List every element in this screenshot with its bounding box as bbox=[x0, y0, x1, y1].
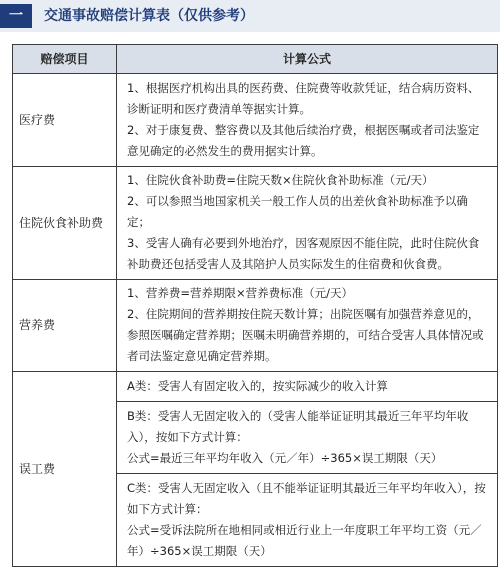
item-nutrition: 营养费 bbox=[13, 280, 117, 372]
table-row bbox=[13, 74, 498, 167]
formula-nutrition bbox=[117, 280, 498, 372]
table-row bbox=[13, 372, 498, 567]
item-medical: 医疗费 bbox=[13, 74, 117, 167]
formula-line: 公式=最近三年平均年收入（元／年）÷365×误工期限（天） bbox=[127, 451, 443, 465]
header-formula: 计算公式 bbox=[117, 45, 498, 74]
table-row bbox=[13, 167, 498, 280]
formula-line: 1、根据医疗机构出具的医药费、住院费等收款凭证，结合病历资料、诊断证明和医疗费清单等据实计算。 bbox=[127, 80, 480, 116]
formula-line: C类：受害人无固定收入（且不能举证证明其最近三年平均年收入），按如下方式计算： bbox=[127, 481, 486, 516]
formula-line: 公式=受诉法院所在地相同或相近行业上一年度职工年平均工资（元／年）÷365×误工期限（天） bbox=[127, 523, 482, 558]
lost-work-type-a bbox=[117, 372, 497, 402]
formula-line: 1、住院伙食补助费=住院天数×住院伙食补助标准（元/天） bbox=[127, 173, 434, 187]
header-item: 赔偿项目 bbox=[13, 45, 117, 74]
page-title: 交通事故赔偿计算表（仅供参考） bbox=[44, 8, 254, 24]
formula-line: 2、住院期间的营养期按住院天数计算；出院医嘱有加强营养意见的，参照医嘱确定营养期；医嘱未明确营养期的，可结合受害人具体情况或者司法鉴定意见确定营养期。 bbox=[127, 307, 484, 363]
formula-line: A类：受害人有固定收入的，按实际减少的收入计算 bbox=[127, 379, 388, 393]
lost-work-type-b bbox=[117, 402, 497, 474]
section-number: 一 bbox=[0, 4, 32, 28]
table-row bbox=[13, 280, 498, 372]
item-food-allowance: 住院伙食补助费 bbox=[13, 167, 117, 280]
formula-line: 3、受害人确有必要到外地治疗，因客观原因不能住院，此时住院伙食补助费还包括受害人及其陪护人员实际发生的住宿费和伙食费。 bbox=[127, 236, 480, 271]
lost-work-type-c bbox=[117, 474, 497, 566]
compensation-table bbox=[12, 44, 498, 567]
formula-medical bbox=[117, 74, 498, 167]
formula-lost-work bbox=[117, 372, 498, 567]
title-banner bbox=[0, 0, 500, 32]
item-lost-work: 误工费 bbox=[13, 372, 117, 567]
formula-food-allowance bbox=[117, 167, 498, 280]
formula-line: 1、营养费=营养期限×营养费标准（元/天） bbox=[127, 286, 353, 300]
table-header-row bbox=[13, 45, 498, 74]
formula-line: B类：受害人无固定收入的（受害人能举证证明其最近三年平均年收入），按如下方式计算： bbox=[127, 409, 469, 444]
formula-line: 2、可以参照当地国家机关一般工作人员的出差伙食补助标准予以确定； bbox=[127, 194, 468, 229]
formula-line: 2、对于康复费、整容费以及其他后续治疗费，根据医嘱或者司法鉴定意见确定的必然发生的费用据实计算。 bbox=[127, 122, 480, 158]
